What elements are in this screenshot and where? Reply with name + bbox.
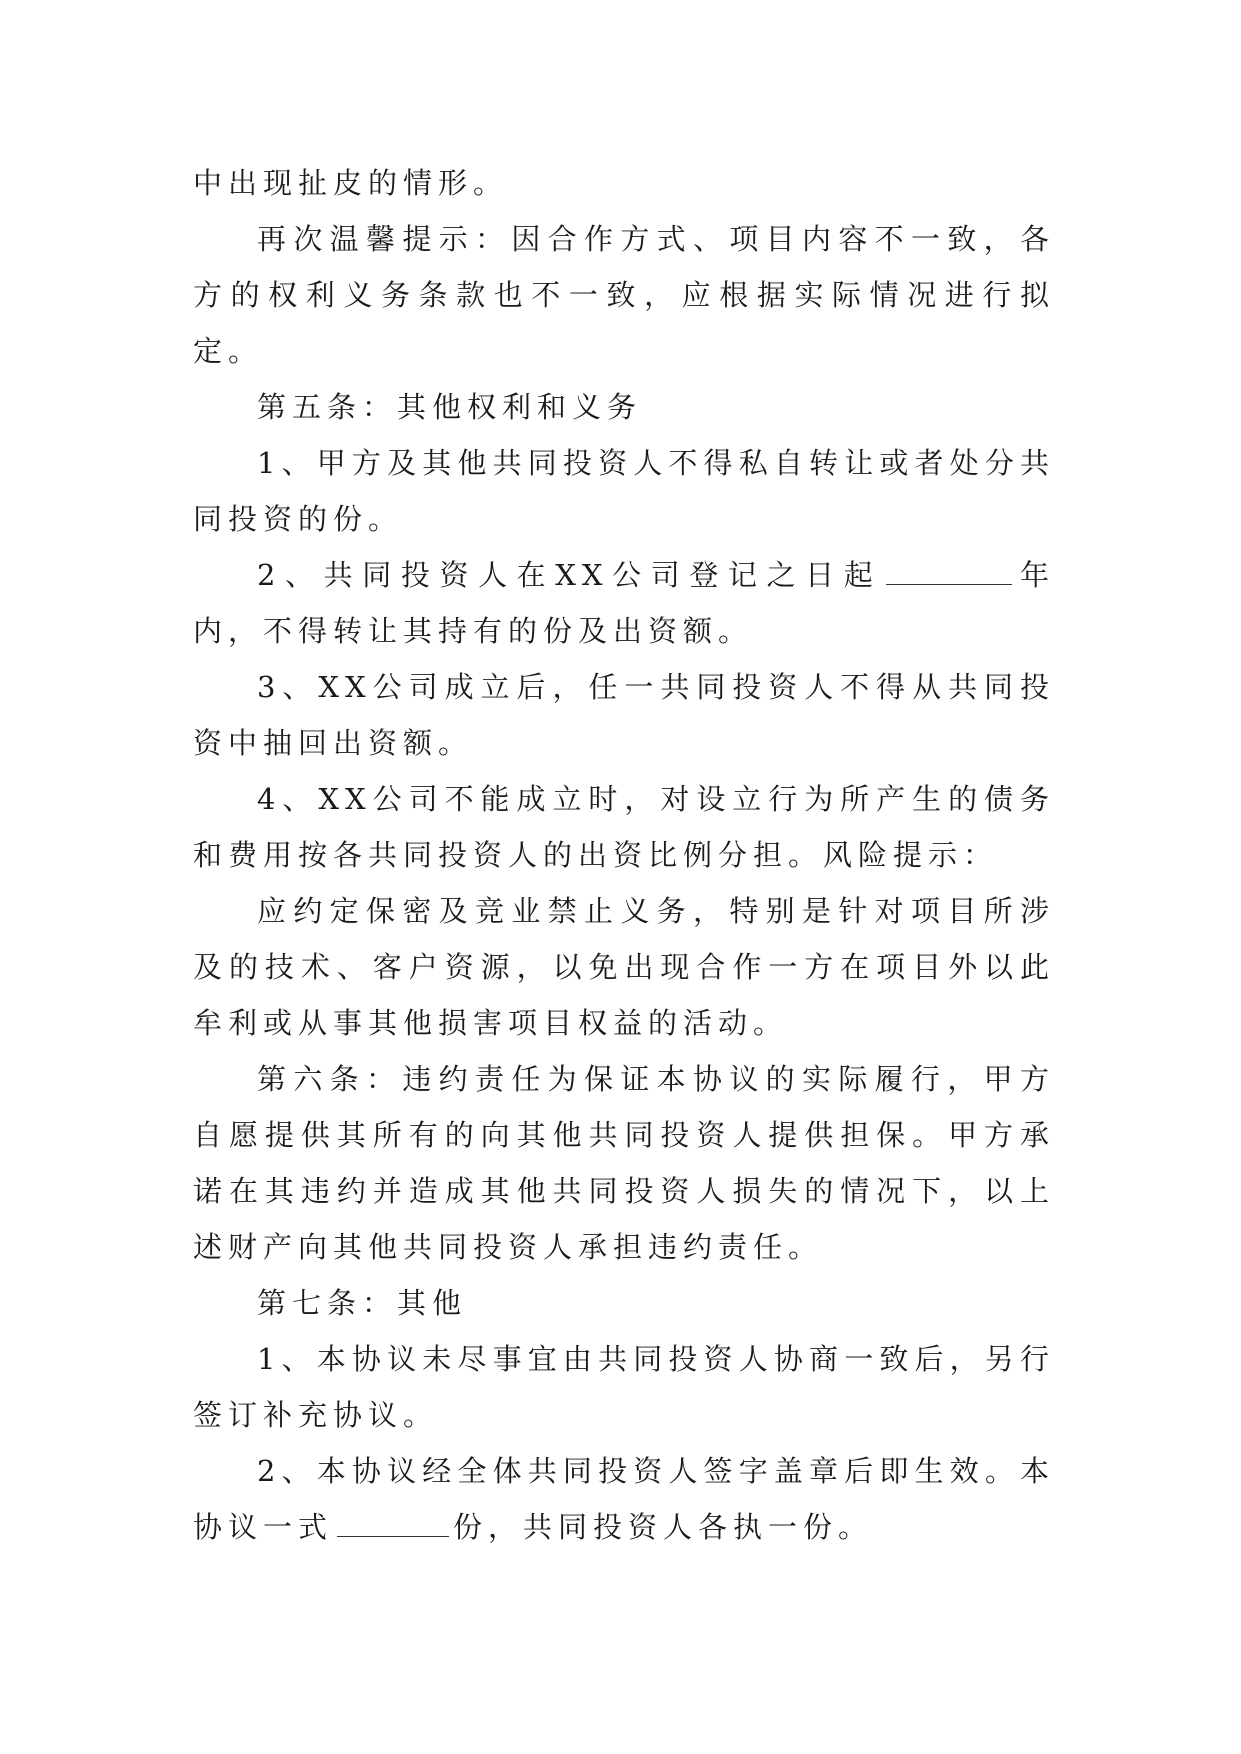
paragraph-reminder: 再次温馨提示：因合作方式、项目内容不一致，各方的权利义务条款也不一致，应根据实际情况进行拟定。 [193, 222, 1055, 368]
clause-text: 2、共同投资人在XX公司登记之日起 [257, 558, 883, 592]
document-page [193, 155, 1055, 1555]
article-5-clause-3: 3、XX公司成立后，任一共同投资人不得从共同投资中抽回出资额。 [193, 670, 1055, 760]
paragraph-continuation: 中出现扯皮的情形。 [193, 166, 509, 200]
article-6-liability: 第六条：违约责任为保证本协议的实际履行，甲方自愿提供其所有的向其他共同投资人提供担保。甲方承诺在其违约并造成其他共同投资人损失的情况下，以上述财产向其他共同投资人承担违约责任。 [193, 1062, 1055, 1264]
clause-text: 2、本协议经全体共同投资人签字盖章后即生效。本协议一式 [193, 1454, 1055, 1544]
fill-in-blank-years [886, 554, 1012, 585]
article-7-clause-1: 1、本协议未尽事宜由共同投资人协商一致后，另行签订补充协议。 [193, 1342, 1055, 1432]
article-5-clause-2 [193, 547, 1055, 659]
clause-text: 份，共同投资人各执一份。 [453, 1510, 874, 1544]
fill-in-blank-copies [337, 1506, 449, 1537]
article-5-clause-4: 4、XX公司不能成立时，对设立行为所产生的债务和费用按各共同投资人的出资比例分担。风险提示： [193, 782, 1055, 872]
article-5-heading: 第五条：其他权利和义务 [257, 390, 643, 424]
clause-text: 年内，不得转让其持有的份及出资额。 [193, 558, 1055, 648]
article-7-heading: 第七条：其他 [257, 1286, 468, 1320]
article-5-clause-1: 1、甲方及其他共同投资人不得私自转让或者处分共同投资的份。 [193, 446, 1055, 536]
risk-note: 应约定保密及竞业禁止义务，特别是针对项目所涉及的技术、客户资源，以免出现合作一方在项目外以此牟利或从事其他损害项目权益的活动。 [193, 894, 1055, 1040]
article-7-clause-2 [193, 1443, 1055, 1555]
